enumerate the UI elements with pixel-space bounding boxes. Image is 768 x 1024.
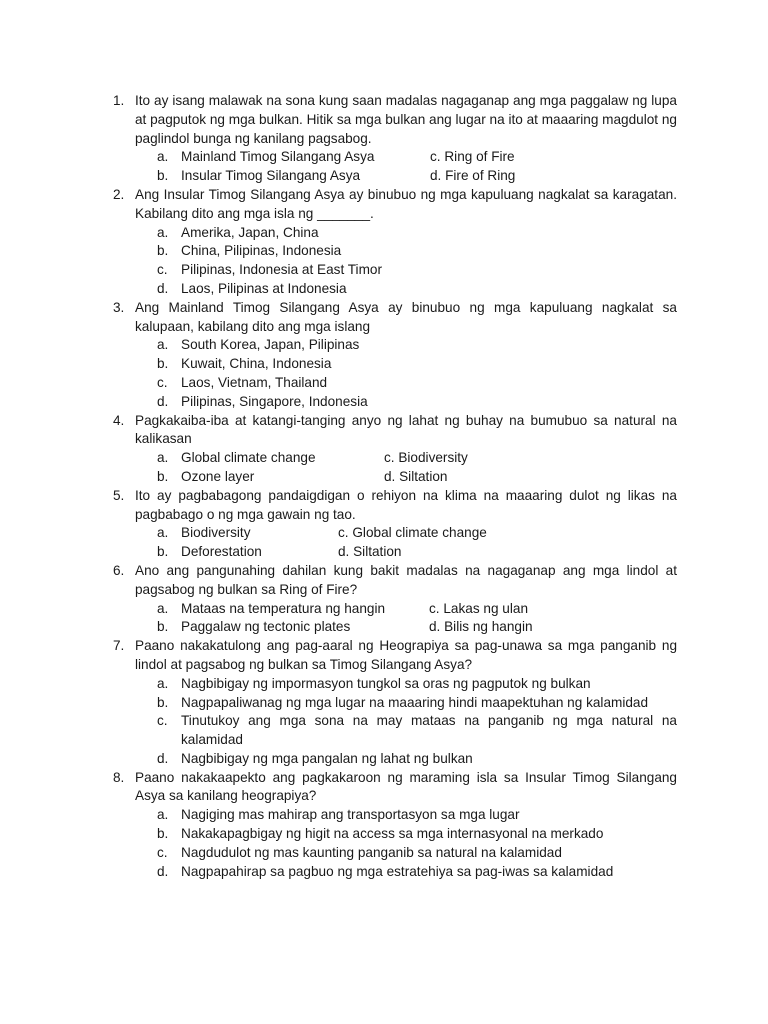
answer-option[interactable] — [157, 618, 429, 637]
answer-option[interactable] — [135, 336, 677, 355]
answer-option[interactable] — [157, 524, 338, 543]
option-letter: b. — [157, 243, 169, 259]
answer-option-row — [135, 148, 677, 167]
option-text: Deforestation — [181, 544, 262, 560]
option-letter: c. — [157, 844, 168, 860]
answer-option[interactable] — [157, 167, 430, 186]
answer-option[interactable]: d. Siltation — [384, 468, 448, 484]
option-letter: a. — [157, 337, 169, 353]
option-text: Nakakapagbigay ng higit na access sa mga internasyonal na merkado — [181, 826, 604, 842]
answer-option[interactable] — [135, 355, 677, 374]
option-letter: c. — [157, 713, 168, 729]
answer-options — [135, 449, 677, 487]
answer-option[interactable] — [135, 280, 677, 299]
answer-option[interactable] — [135, 863, 677, 882]
answer-options — [135, 675, 677, 769]
answer-options — [135, 600, 677, 638]
question-number: 8. — [113, 769, 125, 785]
option-text: Mataas na temperatura ng hangin — [181, 600, 386, 616]
question-text: Ito ay pagbabagong pandaigdigan o rehiyon na klima na maaaring dulot ng likas na pagbabago o ng mga gawain ng tao. — [135, 487, 677, 522]
option-letter: a. — [157, 807, 169, 823]
answer-option-row — [135, 524, 677, 543]
question-text: Ang Mainland Timog Silangang Asya ay binubuo ng mga kapuluang nagkalat sa kalupaan, kabilang dito ang mga islang — [135, 299, 677, 334]
question-item — [0, 637, 768, 769]
option-text: Nagpapaliwanag ng mga lugar na maaaring hindi maapektuhan ng kalamidad — [181, 694, 649, 710]
answer-options — [135, 524, 677, 562]
option-text: Mainland Timog Silangang Asya — [181, 149, 375, 165]
question-item — [0, 299, 768, 412]
answer-option[interactable] — [135, 393, 677, 412]
option-text: Nagiging mas mahirap ang transportasyon sa mga lugar — [181, 807, 520, 823]
answer-option[interactable] — [135, 694, 677, 713]
option-text: Tinutukoy ang mga sona na may mataas na panganib ng mga natural na kalamidad — [181, 713, 677, 748]
option-text: Laos, Vietnam, Thailand — [181, 374, 328, 390]
option-text: Nagbibigay ng mga pangalan ng lahat ng bulkan — [181, 750, 473, 766]
question-list — [0, 92, 768, 881]
question-text: Ito ay isang malawak na sona kung saan madalas nagaganap ang mga paggalaw ng lupa at pagputok ng mga bulkan. Hitik sa mga bulkan ang lugar na ito at maaaring magdulot ng paglindol bunga ng kanilang pagsabog. — [135, 93, 677, 146]
answer-option[interactable] — [157, 600, 429, 619]
answer-option-row — [135, 618, 677, 637]
answer-option[interactable] — [135, 844, 677, 863]
answer-option-row — [135, 449, 677, 468]
option-text: Pilipinas, Singapore, Indonesia — [181, 393, 368, 409]
question-text: Paano nakakaapekto ang pagkakaroon ng maraming isla sa Insular Timog Silangang Asya sa kanilang heograpiya? — [135, 769, 677, 804]
answer-option[interactable] — [135, 675, 677, 694]
question-item — [0, 186, 768, 299]
option-letter: a. — [157, 600, 169, 616]
question-item — [0, 487, 768, 562]
answer-option[interactable] — [135, 712, 677, 750]
question-item — [0, 562, 768, 637]
option-text: Kuwait, China, Indonesia — [181, 356, 332, 372]
question-text: Paano nakakatulong ang pag-aaral ng Heograpiya sa pag-unawa sa mga panganib ng lindol at pagsabog ng bulkan sa Timog Silangang Asya? — [135, 638, 677, 672]
question-item — [0, 412, 768, 487]
answer-option-row — [135, 468, 677, 487]
answer-options — [135, 224, 677, 299]
option-letter: d. — [157, 750, 169, 766]
answer-option[interactable] — [157, 148, 430, 167]
answer-option[interactable] — [135, 825, 677, 844]
question-number: 7. — [113, 638, 125, 654]
question-number: 4. — [113, 412, 125, 428]
option-letter: a. — [157, 450, 169, 466]
option-letter: a. — [157, 224, 169, 240]
question-number: 6. — [113, 562, 125, 578]
answer-option[interactable] — [157, 449, 384, 468]
option-text: Nagbibigay ng impormasyon tungkol sa oras ng pagputok ng bulkan — [181, 675, 591, 691]
answer-option[interactable] — [157, 468, 384, 487]
option-letter: b. — [157, 544, 169, 560]
question-number: 1. — [113, 93, 125, 108]
answer-option[interactable]: c. Biodiversity — [384, 450, 468, 466]
option-letter: b. — [157, 694, 169, 710]
answer-option[interactable] — [135, 224, 677, 243]
answer-option[interactable] — [135, 242, 677, 261]
answer-options — [135, 148, 677, 186]
question-text: Ano ang pangunahing dahilan kung bakit madalas na nagaganap ang mga lindol at pagsabog ng bulkan sa Ring of Fire? — [135, 562, 677, 597]
answer-options — [135, 336, 677, 411]
option-letter: b. — [157, 356, 169, 372]
question-text: Ang Insular Timog Silangang Asya ay binubuo ng mga kapuluang nagkalat sa karagatan. Kabilang dito ang mga isla ng _______. — [135, 186, 677, 221]
option-text: Nagdudulot ng mas kaunting panganib sa natural na kalamidad — [181, 844, 562, 860]
option-text: Ozone layer — [181, 468, 255, 484]
option-letter: a. — [157, 149, 169, 165]
question-number: 3. — [113, 299, 125, 315]
question-item — [0, 769, 768, 882]
answer-option[interactable]: d. Fire of Ring — [430, 168, 516, 184]
option-letter: b. — [157, 619, 169, 635]
option-letter: a. — [157, 675, 169, 691]
option-text: China, Pilipinas, Indonesia — [181, 243, 342, 259]
option-letter: b. — [157, 468, 169, 484]
question-number: 2. — [113, 186, 125, 202]
option-text: Global climate change — [181, 450, 316, 466]
answer-option-row — [135, 600, 677, 619]
option-text: Biodiversity — [181, 525, 251, 541]
option-text: Amerika, Japan, China — [181, 224, 319, 240]
answer-option[interactable]: d. Siltation — [338, 544, 402, 560]
option-text: Laos, Pilipinas at Indonesia — [181, 280, 347, 296]
option-text: South Korea, Japan, Pilipinas — [181, 337, 360, 353]
option-letter: c. — [157, 262, 168, 278]
answer-option[interactable]: c. Ring of Fire — [430, 149, 515, 165]
answer-option[interactable] — [135, 750, 677, 769]
answer-option[interactable] — [135, 261, 677, 280]
option-letter: a. — [157, 525, 169, 541]
answer-options — [135, 806, 677, 881]
option-letter: c. — [157, 374, 168, 390]
question-text: Pagkakaiba-iba at katangi-tanging anyo ng lahat ng buhay na bumubuo sa natural na kalikasan — [135, 412, 677, 447]
answer-option[interactable] — [135, 806, 677, 825]
option-text: Paggalaw ng tectonic plates — [181, 619, 351, 635]
option-letter: b. — [157, 168, 169, 184]
option-letter: b. — [157, 826, 169, 842]
answer-option[interactable]: c. Global climate change — [338, 525, 487, 541]
option-letter: d. — [157, 863, 169, 879]
answer-option[interactable] — [157, 543, 338, 562]
answer-option[interactable] — [135, 374, 677, 393]
answer-option[interactable]: d. Bilis ng hangin — [429, 619, 533, 635]
answer-option[interactable]: c. Lakas ng ulan — [429, 600, 528, 616]
option-text: Pilipinas, Indonesia at East Timor — [181, 262, 382, 278]
question-number: 5. — [113, 487, 125, 503]
question-item — [0, 92, 768, 186]
option-text: Insular Timog Silangang Asya — [181, 168, 361, 184]
answer-option-row — [135, 167, 677, 186]
option-letter: d. — [157, 393, 169, 409]
answer-option-row — [135, 543, 677, 562]
option-text: Nagpapahirap sa pagbuo ng mga estratehiya sa pag-iwas sa kalamidad — [181, 863, 614, 879]
option-letter: d. — [157, 280, 169, 296]
